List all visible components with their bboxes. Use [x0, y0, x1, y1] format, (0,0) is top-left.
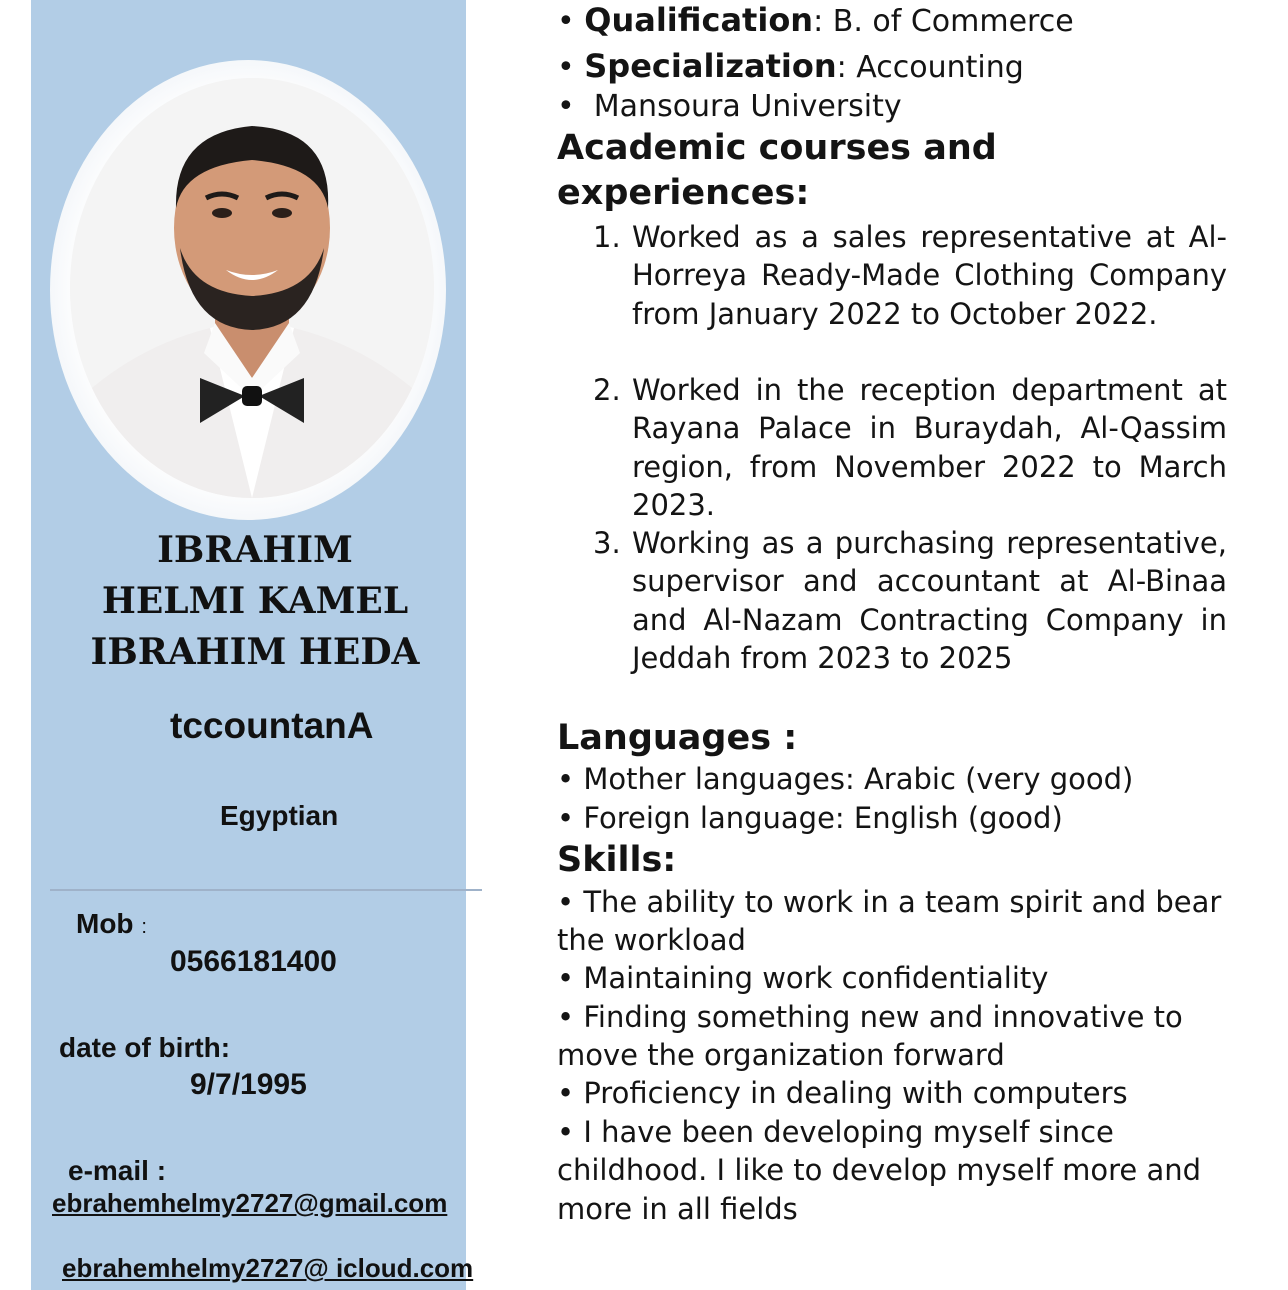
- qualification-value: B. of Commerce: [832, 4, 1074, 39]
- skill-item: [557, 883, 1229, 960]
- skill-text: I have been developing myself since childhood. I like to develop myself more and more in all fields: [557, 1115, 1202, 1226]
- language-item: [557, 760, 1229, 798]
- skill-item: [557, 959, 1229, 997]
- email-link-icloud[interactable]: ebrahemhelmy2727@ icloud.com: [62, 1253, 474, 1283]
- email-link-gmail[interactable]: ebrahemhelmy2727@gmail.com: [52, 1188, 448, 1218]
- experience-item: Working as a purchasing representative, supervisor and accountant at Al-Binaa and Al-Nazam Contracting Company in Jeddah from 2023 to 2025: [632, 526, 1227, 675]
- bullet-icon: •: [557, 1000, 575, 1034]
- university-name: Mansoura University: [593, 89, 902, 124]
- profile-photo: [70, 78, 434, 498]
- specialization-item: • Specialization: Accounting: [557, 47, 1024, 85]
- experience-heading: [557, 126, 997, 216]
- university-item: [557, 87, 902, 127]
- skill-text: The ability to work in a team spirit and bear the workload: [557, 885, 1222, 958]
- skill-text: Proficiency in dealing with computers: [583, 1076, 1128, 1110]
- bullet-icon: •: [557, 50, 575, 85]
- mobile-label-colon: :: [141, 916, 147, 938]
- bullet-icon: •: [557, 4, 575, 39]
- skill-item: [557, 1113, 1229, 1228]
- qualification-label: Qualification: [584, 1, 814, 39]
- nationality: Egyptian: [220, 800, 339, 831]
- dob-value: 9/7/1995: [190, 1068, 307, 1101]
- bullet-icon: •: [557, 801, 575, 835]
- mobile-label: [76, 908, 147, 940]
- bullet-icon: •: [557, 762, 575, 796]
- specialization-value: Accounting: [856, 50, 1024, 85]
- bullet-icon: •: [557, 1115, 575, 1149]
- bullet-icon: •: [557, 961, 575, 995]
- experience-number: 1.: [593, 220, 621, 254]
- portrait-illustration: [70, 78, 434, 498]
- experience-item: Worked in the reception department at Rayana Palace in Buraydah, Al-Qassim region, from November 2022 to March 2023.: [632, 373, 1227, 522]
- language-item: [557, 799, 1229, 837]
- sidebar-divider: [50, 889, 482, 891]
- skill-text: Maintaining work confidentiality: [583, 961, 1049, 995]
- experience-item: Worked as a sales representative at Al-Horreya Ready-Made Clothing Company from January 2022 to October 2022.: [632, 220, 1227, 331]
- name-line: HELMI KAMEL: [101, 580, 409, 622]
- skill-text: Finding something new and innovative to move the organization forward: [557, 1000, 1183, 1073]
- job-title: tccountanA: [170, 705, 374, 746]
- experience-heading-line: experiences:: [557, 173, 810, 213]
- email-label: e-mail :: [68, 1155, 167, 1186]
- name-line: IBRAHIM: [157, 529, 353, 571]
- bullet-icon: •: [557, 89, 575, 124]
- language-text: Foreign language: English (good): [583, 801, 1063, 835]
- language-text: Mother languages: Arabic (very good): [583, 762, 1134, 796]
- skill-item: [557, 998, 1229, 1075]
- full-name: [50, 525, 460, 678]
- experience-number: 3.: [593, 526, 621, 560]
- bullet-icon: •: [557, 1076, 575, 1110]
- bullet-icon: •: [557, 885, 575, 919]
- experience-heading-line: Academic courses and: [557, 128, 997, 168]
- dob-label: date of birth:: [59, 1032, 231, 1063]
- specialization-label: Specialization: [584, 47, 837, 85]
- languages-heading: Languages :: [557, 718, 798, 758]
- mobile-label-text: Mob: [76, 908, 134, 939]
- skills-heading: Skills:: [557, 840, 677, 880]
- qualification-item: • Qualification: B. of Commerce: [557, 1, 1074, 39]
- experience-number: 2.: [593, 373, 621, 407]
- name-line: IBRAHIM HEDA: [90, 631, 420, 673]
- skill-item: [557, 1074, 1229, 1112]
- mobile-number: 0566181400: [170, 945, 337, 978]
